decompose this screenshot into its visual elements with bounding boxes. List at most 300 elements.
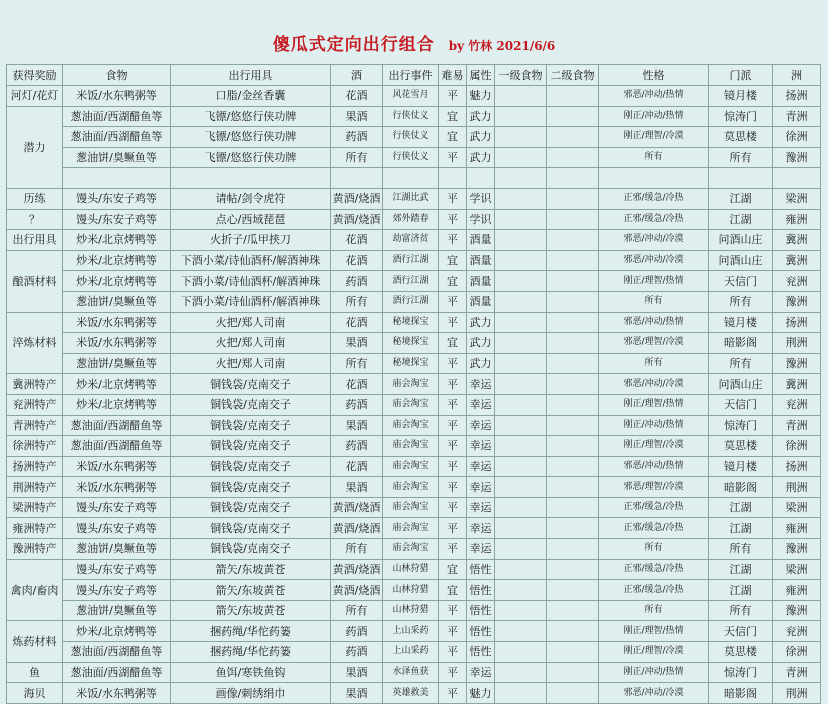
table-cell: 水泽鱼获 (383, 662, 439, 683)
column-header: 酒 (331, 65, 383, 86)
table-cell: 下酒小菜/诗仙酒杯/解酒神珠 (171, 291, 331, 312)
table-cell: 所有 (709, 291, 773, 312)
table-cell: 幸运 (467, 477, 495, 498)
table-cell: 火把/郑人司南 (171, 353, 331, 374)
table-cell (331, 168, 383, 189)
table-cell: 平 (439, 683, 467, 704)
table-cell: 问酒山庄 (709, 250, 773, 271)
reward-group-cell: 历练 (7, 188, 63, 209)
table-cell: 花酒 (331, 374, 383, 395)
table-cell: 扬洲 (773, 456, 821, 477)
table-cell: 炒米/北京烤鸭等 (63, 271, 171, 292)
table-cell: 花酒 (331, 86, 383, 107)
table-cell: 刚正/理智/冷漠 (599, 642, 709, 663)
table-cell (495, 127, 547, 148)
table-cell: 上山采药 (383, 642, 439, 663)
table-cell: 荆洲 (773, 477, 821, 498)
table-cell: 馒头/东安子鸡等 (63, 209, 171, 230)
table-cell: 米饭/水东鸭粥等 (63, 312, 171, 333)
table-cell: 豫洲 (773, 291, 821, 312)
table-cell (547, 518, 599, 539)
table-cell (495, 230, 547, 251)
table-cell: 徐洲 (773, 436, 821, 457)
table-cell: 铜钱袋/克南交子 (171, 374, 331, 395)
table-cell: 邪恶/冲动/热情 (599, 86, 709, 107)
reward-group-cell: 扬洲特产 (7, 456, 63, 477)
table-cell: 所有 (709, 353, 773, 374)
column-header: 出行用具 (171, 65, 331, 86)
table-cell: 莫思楼 (709, 127, 773, 148)
table-cell: 武力 (467, 127, 495, 148)
table-cell (547, 168, 599, 189)
reward-group-cell: 出行用具 (7, 230, 63, 251)
table-cell: 果酒 (331, 415, 383, 436)
table-cell: 平 (439, 456, 467, 477)
table-cell (547, 106, 599, 127)
table-row (7, 642, 821, 663)
reward-group-cell: 河灯/花灯 (7, 86, 63, 107)
table-cell (547, 374, 599, 395)
table-row (7, 436, 821, 457)
table-row (7, 291, 821, 312)
table-cell (547, 291, 599, 312)
table-cell: 铜钱袋/克南交子 (171, 518, 331, 539)
table-cell: 葱油饼/臭鳜鱼等 (63, 353, 171, 374)
table-cell (709, 168, 773, 189)
table-cell: 武力 (467, 147, 495, 168)
table-cell (495, 86, 547, 107)
table-cell: 青洲 (773, 662, 821, 683)
table-row (7, 250, 821, 271)
table-cell: 宜 (439, 333, 467, 354)
table-cell: 庙会淘宝 (383, 518, 439, 539)
table-cell: 刚正/理智/热情 (599, 271, 709, 292)
title-row (0, 30, 828, 62)
table-cell (495, 662, 547, 683)
table-cell (547, 127, 599, 148)
table-cell: 问酒山庄 (709, 374, 773, 395)
table-cell: 梁洲 (773, 188, 821, 209)
table-cell: 葱油饼/臭鳜鱼等 (63, 291, 171, 312)
table-cell: 米饭/水东鸭粥等 (63, 333, 171, 354)
table-cell: 江湖 (709, 518, 773, 539)
table-cell: 兖洲 (773, 394, 821, 415)
table-cell: 药酒 (331, 642, 383, 663)
combination-table (6, 64, 821, 704)
table-cell: 葱油饼/臭鳜鱼等 (63, 539, 171, 560)
table-cell: 暗影阁 (709, 477, 773, 498)
table-cell: 幸运 (467, 662, 495, 683)
table-cell: 黄酒/烧酒 (331, 188, 383, 209)
table-cell: 箭矢/东坡黄苍 (171, 600, 331, 621)
table-cell: 正邪/缓急/冷热 (599, 580, 709, 601)
table-cell: 下酒小菜/诗仙酒杯/解酒神珠 (171, 271, 331, 292)
table-cell: 兖洲 (773, 621, 821, 642)
table-cell: 葱油饼/臭鳜鱼等 (63, 600, 171, 621)
table-cell: 所有 (709, 539, 773, 560)
table-cell: 铜钱袋/克南交子 (171, 497, 331, 518)
table-cell: 冀洲 (773, 374, 821, 395)
table-cell: 飞镖/悠悠行侠功牌 (171, 127, 331, 148)
table-cell: 惊涛门 (709, 106, 773, 127)
table-cell (495, 291, 547, 312)
table-cell: 武力 (467, 312, 495, 333)
table-row (7, 333, 821, 354)
table-cell: 天信门 (709, 621, 773, 642)
table-row (7, 477, 821, 498)
reward-group-cell: 海贝 (7, 683, 63, 704)
table-row (7, 559, 821, 580)
table-cell: 扬洲 (773, 86, 821, 107)
table-cell: 郊外踏春 (383, 209, 439, 230)
table-cell: 扬洲 (773, 312, 821, 333)
table-cell: 莫思楼 (709, 642, 773, 663)
table-cell: 邪恶/冲动/冷漠 (599, 250, 709, 271)
table-cell (547, 333, 599, 354)
table-cell: 点心/西域琵琶 (171, 209, 331, 230)
reward-group-cell: 禽肉/畜肉 (7, 559, 63, 621)
table-cell (547, 683, 599, 704)
table-cell (547, 312, 599, 333)
table-cell: 药酒 (331, 127, 383, 148)
table-cell (495, 600, 547, 621)
table-cell: 酒行江湖 (383, 250, 439, 271)
table-cell: 所有 (599, 291, 709, 312)
table-cell: 米饭/水东鸭粥等 (63, 456, 171, 477)
table-cell: 平 (439, 291, 467, 312)
table-cell: 所有 (599, 539, 709, 560)
table-cell: 炒米/北京烤鸭等 (63, 394, 171, 415)
table-cell: 庙会淘宝 (383, 374, 439, 395)
table-cell: 劫富济贫 (383, 230, 439, 251)
table-cell (547, 539, 599, 560)
table-cell: 惊涛门 (709, 662, 773, 683)
table-cell: 江湖 (709, 209, 773, 230)
table-cell: 平 (439, 188, 467, 209)
table-cell: 魅力 (467, 86, 495, 107)
table-cell: 宜 (439, 127, 467, 148)
table-cell: 幸运 (467, 456, 495, 477)
table-cell: 平 (439, 642, 467, 663)
table-cell: 馒头/东安子鸡等 (63, 497, 171, 518)
table-row (7, 683, 821, 704)
table-cell: 悟性 (467, 642, 495, 663)
table-cell: 邪恶/冲动/冷漠 (599, 683, 709, 704)
table-cell: 箭矢/东坡黄苍 (171, 580, 331, 601)
table-row (7, 353, 821, 374)
table-cell (547, 250, 599, 271)
table-cell: 刚正/理智/冷漠 (599, 436, 709, 457)
table-cell: 米饭/水东鸭粥等 (63, 477, 171, 498)
table-cell: 画像/刺绣绢巾 (171, 683, 331, 704)
table-cell: 黄酒/烧酒 (331, 497, 383, 518)
table-cell (495, 168, 547, 189)
table-cell: 铜钱袋/克南交子 (171, 436, 331, 457)
reward-group-cell: 炼药材料 (7, 621, 63, 662)
reward-group-cell: 冀洲特产 (7, 374, 63, 395)
table-cell: 所有 (331, 291, 383, 312)
table-cell: 悟性 (467, 600, 495, 621)
table-cell: 平 (439, 394, 467, 415)
header-row (7, 65, 821, 86)
table-cell (773, 168, 821, 189)
table-cell: 酒行江湖 (383, 291, 439, 312)
table-cell: 黄酒/烧酒 (331, 580, 383, 601)
table-cell: 花酒 (331, 230, 383, 251)
table-cell: 刚正/冲动/热情 (599, 106, 709, 127)
table-cell: 豫洲 (773, 600, 821, 621)
table-cell: 捆药绳/华佗药篓 (171, 621, 331, 642)
table-row (7, 518, 821, 539)
table-cell: 馒头/东安子鸡等 (63, 188, 171, 209)
table-cell: 暗影阁 (709, 683, 773, 704)
table-cell: 秘境探宝 (383, 312, 439, 333)
table-row (7, 539, 821, 560)
table-cell: 悟性 (467, 621, 495, 642)
table-cell: 葱油面/西湖醋鱼等 (63, 106, 171, 127)
table-cell (547, 86, 599, 107)
table-cell (547, 600, 599, 621)
table-cell: 所有 (709, 147, 773, 168)
table-row (7, 127, 821, 148)
table-cell: 江湖比武 (383, 188, 439, 209)
table-cell: 葱油面/西湖醋鱼等 (63, 436, 171, 457)
table-cell: 梁洲 (773, 559, 821, 580)
table-cell: 风花雪月 (383, 86, 439, 107)
table-row (7, 106, 821, 127)
table-cell: 镜月楼 (709, 456, 773, 477)
table-cell: 冀洲 (773, 230, 821, 251)
table-cell (495, 106, 547, 127)
table-cell (547, 209, 599, 230)
table-cell: 正邪/缓急/冷热 (599, 559, 709, 580)
table-cell: 庙会淘宝 (383, 456, 439, 477)
table-cell (495, 559, 547, 580)
table-cell (467, 168, 495, 189)
table-cell: 平 (439, 86, 467, 107)
table-row (7, 456, 821, 477)
table-cell (495, 456, 547, 477)
table-cell: 镜月楼 (709, 312, 773, 333)
table-cell: 邪恶/冲动/热情 (599, 456, 709, 477)
table-row (7, 188, 821, 209)
table-cell: 平 (439, 415, 467, 436)
reward-group-cell: 潜力 (7, 106, 63, 188)
table-row (7, 168, 821, 189)
table-cell: 正邪/缓急/冷热 (599, 209, 709, 230)
table-cell: 英雄救美 (383, 683, 439, 704)
table-cell: 黄酒/烧酒 (331, 559, 383, 580)
table-cell: 邪恶/冲动/冷漠 (599, 230, 709, 251)
table-cell: 刚正/冲动/热情 (599, 662, 709, 683)
table-cell: 上山采药 (383, 621, 439, 642)
table-cell (495, 580, 547, 601)
table-cell: 幸运 (467, 539, 495, 560)
table-cell: 山林狩猎 (383, 600, 439, 621)
table-cell (547, 456, 599, 477)
reward-group-cell: 青洲特产 (7, 415, 63, 436)
table-cell: 刚正/理智/热情 (599, 621, 709, 642)
table-cell: 宜 (439, 250, 467, 271)
table-cell: 行侠仗义 (383, 106, 439, 127)
table-cell: 酒量 (467, 271, 495, 292)
reward-group-cell: 雍洲特产 (7, 518, 63, 539)
table-cell: 所有 (331, 539, 383, 560)
table-cell: 所有 (331, 600, 383, 621)
table-cell: 所有 (709, 600, 773, 621)
table-cell: 花酒 (331, 456, 383, 477)
table-cell: 铜钱袋/克南交子 (171, 539, 331, 560)
reward-group-cell: 兖洲特产 (7, 394, 63, 415)
table-cell: 正邪/缓急/冷热 (599, 497, 709, 518)
column-header: 获得奖励 (7, 65, 63, 86)
table-cell (547, 188, 599, 209)
table-row (7, 374, 821, 395)
table-cell: 秘境探宝 (383, 333, 439, 354)
table-row (7, 271, 821, 292)
table-cell: 江湖 (709, 188, 773, 209)
table-cell: 幸运 (467, 436, 495, 457)
reward-group-cell: 淬炼材料 (7, 312, 63, 374)
table-cell: 山林狩猎 (383, 580, 439, 601)
table-row (7, 600, 821, 621)
reward-group-cell: 酿酒材料 (7, 250, 63, 312)
table-cell: 所有 (599, 147, 709, 168)
table-cell: 平 (439, 312, 467, 333)
table-cell (495, 683, 547, 704)
table-cell (495, 394, 547, 415)
table-cell: 葱油面/西湖醋鱼等 (63, 415, 171, 436)
column-header: 门派 (709, 65, 773, 86)
table-cell: 幸运 (467, 518, 495, 539)
column-header: 难易 (439, 65, 467, 86)
table-cell: 铜钱袋/克南交子 (171, 394, 331, 415)
table-cell: 平 (439, 230, 467, 251)
table-cell: 平 (439, 147, 467, 168)
table-cell: 酒量 (467, 230, 495, 251)
table-row (7, 230, 821, 251)
table-cell (547, 271, 599, 292)
table-cell: 酒行江湖 (383, 271, 439, 292)
table-cell: 平 (439, 436, 467, 457)
table-cell (495, 374, 547, 395)
table-row (7, 394, 821, 415)
table-cell: 行侠仗义 (383, 147, 439, 168)
table-cell: 所有 (599, 353, 709, 374)
table-cell: 米饭/水东鸭粥等 (63, 86, 171, 107)
table-cell: 葱油面/西湖醋鱼等 (63, 642, 171, 663)
reward-group-cell: 鱼 (7, 662, 63, 683)
table-cell: 请帖/剑令虎符 (171, 188, 331, 209)
table-cell (495, 312, 547, 333)
table-cell: 正邪/缓急/冷热 (599, 518, 709, 539)
table-cell: 葱油面/西湖醋鱼等 (63, 127, 171, 148)
table-cell: 平 (439, 662, 467, 683)
table-cell: 平 (439, 518, 467, 539)
table-cell: 箭矢/东坡黄苍 (171, 559, 331, 580)
column-header: 洲 (773, 65, 821, 86)
table-cell: 米饭/水东鸭粥等 (63, 683, 171, 704)
column-header: 二级食物 (547, 65, 599, 86)
table-cell: 黄酒/烧酒 (331, 518, 383, 539)
table-cell: 雍洲 (773, 518, 821, 539)
table-cell: 口脂/金丝香囊 (171, 86, 331, 107)
table-cell: 邪恶/理智/冷漠 (599, 333, 709, 354)
table-cell: 飞镖/悠悠行侠功牌 (171, 106, 331, 127)
table-cell: 武力 (467, 333, 495, 354)
page-title: 傻瓜式定向出行组合 (272, 35, 435, 55)
table-cell: 火把/郑人司南 (171, 312, 331, 333)
table-row (7, 147, 821, 168)
column-header: 出行事件 (383, 65, 439, 86)
table-cell: 宜 (439, 580, 467, 601)
table-cell: 下酒小菜/诗仙酒杯/解酒神珠 (171, 250, 331, 271)
table-cell: 惊涛门 (709, 415, 773, 436)
table-cell: 黄酒/烧酒 (331, 209, 383, 230)
table-cell (599, 168, 709, 189)
table-cell: 庙会淘宝 (383, 436, 439, 457)
table-cell: 天信门 (709, 394, 773, 415)
table-cell: 豫洲 (773, 539, 821, 560)
table-cell: 平 (439, 209, 467, 230)
table-cell: 平 (439, 621, 467, 642)
table-cell: 果酒 (331, 662, 383, 683)
table-cell: 秘境探宝 (383, 353, 439, 374)
table-cell: 邪恶/冲动/冷漠 (599, 374, 709, 395)
table-cell: 幸运 (467, 394, 495, 415)
table-cell (547, 147, 599, 168)
table-cell: 山林狩猎 (383, 559, 439, 580)
table-cell: 铜钱袋/克南交子 (171, 477, 331, 498)
column-header: 一级食物 (495, 65, 547, 86)
table-cell: 所有 (331, 147, 383, 168)
table-cell: 果酒 (331, 477, 383, 498)
reward-group-cell: 荆洲特产 (7, 477, 63, 498)
table-cell: 火把/郑人司南 (171, 333, 331, 354)
table-cell: 莫思楼 (709, 436, 773, 457)
author-date: by 竹林 2021/6/6 (448, 39, 556, 53)
reward-group-cell: ？ (7, 209, 63, 230)
table-cell: 所有 (331, 353, 383, 374)
table-cell (495, 147, 547, 168)
table-cell: 天信门 (709, 271, 773, 292)
table-cell (495, 436, 547, 457)
table-cell: 刚正/理智/冷漠 (599, 127, 709, 148)
table-cell: 宜 (439, 271, 467, 292)
table-cell (495, 188, 547, 209)
table-cell: 徐洲 (773, 127, 821, 148)
column-header: 食物 (63, 65, 171, 86)
table-row (7, 312, 821, 333)
table-cell: 幸运 (467, 415, 495, 436)
table-cell: 雍洲 (773, 209, 821, 230)
table-cell: 豫洲 (773, 147, 821, 168)
column-header: 性格 (599, 65, 709, 86)
table-row (7, 209, 821, 230)
table-cell: 药酒 (331, 271, 383, 292)
table-cell: 鱼饵/寒铁鱼钩 (171, 662, 331, 683)
table-cell: 江湖 (709, 559, 773, 580)
table-cell: 平 (439, 539, 467, 560)
table-cell (495, 539, 547, 560)
table-cell: 宜 (439, 559, 467, 580)
column-header: 属性 (467, 65, 495, 86)
table-cell: 悟性 (467, 559, 495, 580)
table-cell: 江湖 (709, 580, 773, 601)
table-cell: 花酒 (331, 312, 383, 333)
table-cell: 葱油面/西湖醋鱼等 (63, 662, 171, 683)
table-cell: 武力 (467, 106, 495, 127)
